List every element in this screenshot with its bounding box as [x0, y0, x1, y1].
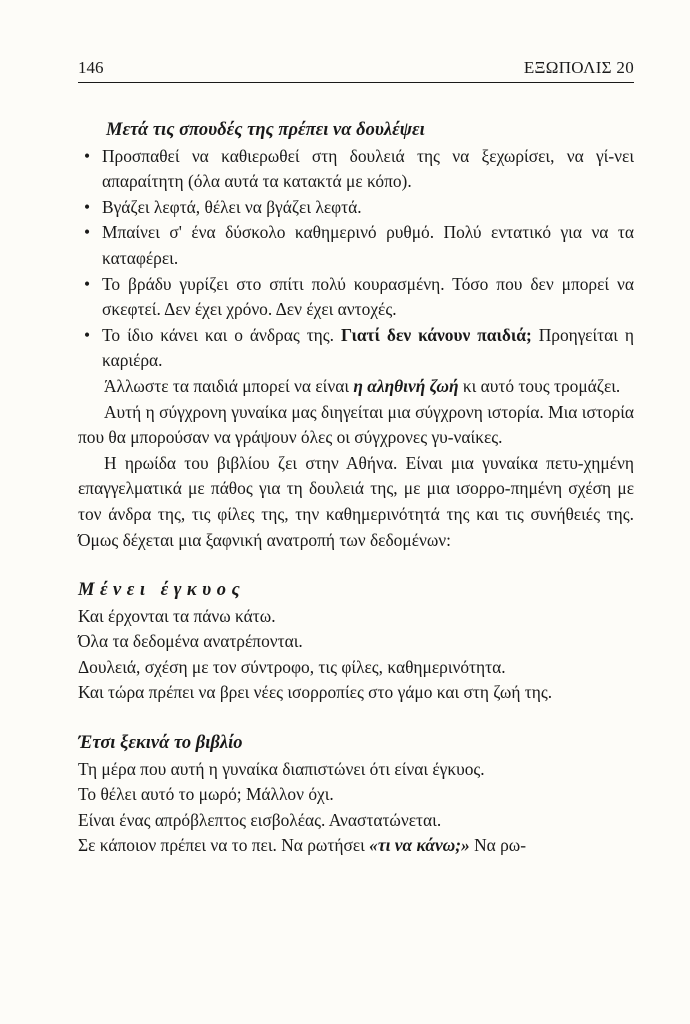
running-header	[78, 56, 634, 83]
text-line: Δουλειά, σχέση με τον σύντροφο, τις φίλες, καθημερινότητα.	[78, 656, 506, 677]
section-title-book-start: Έτσι ξεκινά το βιβλίο	[78, 733, 243, 754]
page-number: 146	[78, 58, 104, 77]
list-item: • Μπαίνει σ' ένα δύσκολο καθημερινό ρυθμό. Πολύ εντατικό για να τα καταφέρει.	[78, 220, 634, 271]
text-line: Και έρχονται τα πάνω κάτω.	[78, 605, 276, 626]
paragraph	[78, 374, 634, 400]
emphasis-text: «τι να κάνω;»	[369, 835, 470, 856]
text-line: Όλα τα δεδομένα ανατρέπονται.	[78, 631, 303, 652]
bold-question: Γιατί δεν κάνουν παιδιά;	[340, 324, 532, 345]
bullet-text: Προηγείται η καριέρα.	[102, 324, 634, 371]
bullet-text: Το ίδιο κάνει και ο άνδρας της.	[102, 324, 341, 345]
section-title-pregnant: Μένει έγκυος	[78, 580, 246, 601]
text-line: Τη μέρα που αυτή η γυναίκα διαπιστώνει ότι είναι έγκυος.	[78, 758, 485, 779]
text-line: Είναι ένας απρόβλεπτος εισβολέας. Αναστατώνεται.	[78, 809, 442, 830]
page-body	[78, 118, 634, 859]
list-item: • Προσπαθεί να καθιερωθεί στη δουλειά της να ξεχωρίσει, να γί-νει απαραίτητη (όλα αυτά τα κατακτά με κόπο).	[78, 144, 634, 195]
line-text: Σε κάποιον πρέπει να το πει. Να ρωτήσει	[78, 835, 370, 856]
list-item: • Βγάζει λεφτά, θέλει να βγάζει λεφτά.	[78, 195, 634, 221]
text-line	[78, 833, 634, 859]
emphasis-text: η αληθινή ζωή	[353, 375, 459, 396]
line-text: Να ρω-	[469, 835, 527, 856]
paragraph-text: κι αυτό τους τρομάζει.	[458, 375, 621, 396]
paragraph: Αυτή η σύγχρονη γυναίκα μας διηγείται μια σύγχρονη ιστορία. Μια ιστορία που θα μπορούσαν να γράψουν όλες οι σύγχρονες γυ-ναίκες.	[78, 401, 634, 448]
section-title-studies: Μετά τις σπουδές της πρέπει να δουλέψει	[106, 120, 425, 140]
spacer	[78, 553, 634, 578]
spacer	[78, 706, 634, 731]
paragraph: Η ηρωίδα του βιβλίου ζει στην Αθήνα. Είναι μια γυναίκα πετυ-χημένη επαγγελματικά με πάθος για τη δουλειά της, με μια ισορρο-πημένη σχέση με τον άνδρα της, τις φίλες της, την καθημερινότητά της και τις συνήθειές της. Όμως δέχεται μια ξαφνική ανατροπή των δεδομένων:	[78, 452, 634, 550]
running-title: ΕΞΩΠΟΛΙΣ 20	[523, 58, 634, 77]
text-line: Και τώρα πρέπει να βρει νέες ισορροπίες στο γάμο και στη ζωή της.	[78, 682, 553, 703]
list-item: • Το βράδυ γυρίζει στο σπίτι πολύ κουρασμένη. Τόσο που δεν μπορεί να σκεφτεί. Δεν έχει χρόνο. Δεν έχει αντοχές.	[78, 272, 634, 323]
bullet-list	[78, 144, 634, 374]
list-item	[78, 323, 634, 374]
text-line: Το θέλει αυτό το μωρό; Μάλλον όχι.	[78, 784, 334, 805]
paragraph-text: Άλλωστε τα παιδιά μπορεί να είναι	[104, 375, 354, 396]
